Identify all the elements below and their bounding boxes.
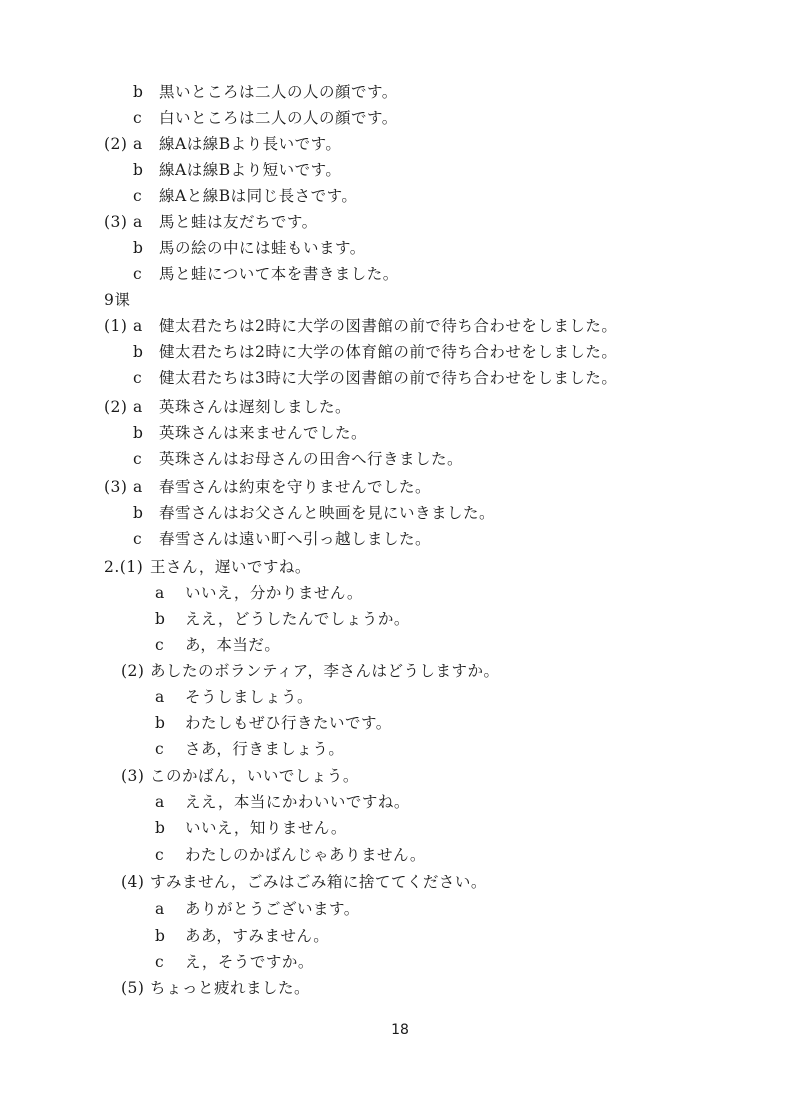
option-letter: c	[133, 369, 143, 387]
option-text: そうしましょう。	[185, 688, 314, 706]
option-letter: a	[133, 317, 143, 335]
option-letter: a	[155, 584, 165, 602]
option-letter: b	[155, 927, 166, 945]
option-text: え，そうですか。	[185, 953, 314, 971]
option-text: 健太君たちは3時に大学の図書館の前で待ち合わせをしました。	[159, 369, 618, 387]
option-letter: b	[133, 83, 144, 101]
question-number: (3)	[104, 213, 128, 231]
option-text: いいえ，知りません。	[185, 819, 347, 837]
option-text: 健太君たちは2時に大学の図書館の前で待ち合わせをしました。	[159, 317, 618, 335]
option-letter: c	[155, 636, 165, 654]
option-letter: a	[133, 478, 143, 496]
question-number: (2)	[121, 662, 145, 680]
option-letter: a	[133, 213, 143, 231]
option-text: 白いところは二人の人の顔です。	[159, 109, 398, 127]
question-text: ちょっと疲れました。	[150, 979, 311, 997]
option-letter: b	[133, 343, 144, 361]
option-letter: c	[133, 530, 143, 548]
option-letter: a	[133, 135, 143, 153]
option-text: 英珠さんはお母さんの田舎へ行きました。	[159, 450, 464, 468]
question-text: すみません，ごみはごみ箱に捨ててください。	[150, 873, 487, 891]
option-text: 春雪さんはお父さんと映画を見にいきました。	[159, 504, 496, 522]
lesson-title: 9课	[104, 291, 131, 309]
option-letter: b	[155, 819, 166, 837]
option-text: 線Aは線Bより短いです。	[159, 161, 342, 179]
option-text: ありがとうございます。	[185, 900, 360, 918]
option-letter: a	[133, 398, 143, 416]
question-number: (2)	[104, 135, 128, 153]
option-text: 黒いところは二人の人の顔です。	[159, 83, 398, 101]
option-text: 健太君たちは2時に大学の体育館の前で待ち合わせをしました。	[159, 343, 618, 361]
option-letter: c	[133, 265, 143, 283]
option-text: 馬と蛙について本を書きました。	[159, 265, 399, 283]
page-number: 18	[391, 1022, 409, 1038]
option-text: あ，本当だ。	[185, 636, 281, 654]
option-text: 英珠さんは来ませんでした。	[159, 424, 368, 442]
question-text: あしたのボランティア，李さんはどうしますか。	[150, 662, 500, 680]
option-text: わたしもぜひ行きたいです。	[185, 714, 392, 732]
option-text: さあ，行きましょう。	[185, 740, 345, 758]
option-text: いいえ，分かりません。	[185, 584, 363, 602]
option-text: 馬と蛙は友だちです。	[159, 213, 318, 231]
question-number: (1)	[104, 317, 128, 335]
question-number: (3)	[121, 767, 145, 785]
option-letter: c	[155, 846, 165, 864]
option-letter: c	[133, 187, 143, 205]
option-text: 線Aは線Bより長いです。	[159, 135, 342, 153]
option-letter: b	[133, 161, 144, 179]
option-letter: c	[155, 740, 165, 758]
question-text: 王さん，遅いですね。	[150, 558, 311, 576]
question-number: (4)	[121, 873, 145, 891]
option-text: 馬の絵の中には蛙もいます。	[159, 239, 366, 257]
option-text: 英珠さんは遅刻しました。	[159, 398, 352, 416]
option-letter: b	[155, 714, 166, 732]
option-letter: c	[133, 109, 143, 127]
option-letter: b	[133, 424, 144, 442]
question-number: (5)	[121, 979, 145, 997]
option-letter: b	[155, 610, 166, 628]
option-text: 線Aと線Bは同じ長さです。	[159, 187, 358, 205]
question-number: (3)	[104, 478, 128, 496]
option-letter: b	[133, 504, 144, 522]
option-letter: a	[155, 688, 165, 706]
option-letter: c	[155, 953, 165, 971]
option-text: 春雪さんは遠い町へ引っ越しました。	[159, 530, 432, 548]
option-letter: b	[133, 239, 144, 257]
option-letter: a	[155, 900, 165, 918]
option-text: 春雪さんは約束を守りませんでした。	[159, 478, 432, 496]
option-text: ああ，すみません。	[185, 927, 330, 945]
question-number: 2.(1)	[104, 558, 144, 576]
option-letter: c	[133, 450, 143, 468]
option-letter: a	[155, 793, 165, 811]
option-text: ええ，本当にかわいいですね。	[185, 793, 410, 811]
option-text: ええ，どうしたんでしょうか。	[185, 610, 410, 628]
question-text: このかばん，いいでしょう。	[150, 767, 359, 785]
question-number: (2)	[104, 398, 128, 416]
option-text: わたしのかばんじゃありません。	[185, 846, 426, 864]
